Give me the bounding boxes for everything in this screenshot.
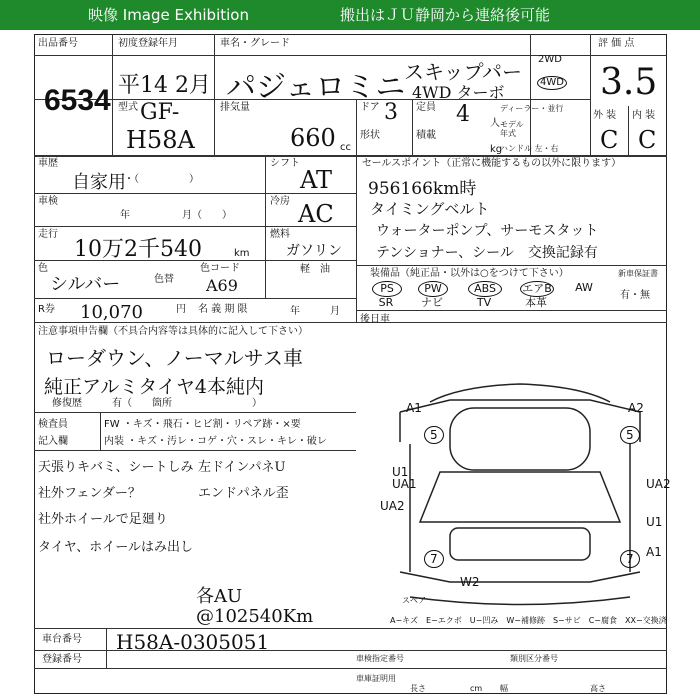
tire-rear-left: 7 <box>424 550 444 568</box>
fuel-label: 燃料 <box>270 229 290 240</box>
first-reg-label: 初度登録年月 <box>118 38 178 49</box>
equip-ps: PS <box>372 281 402 297</box>
note-4: エンドパネル歪 <box>198 486 289 501</box>
note-3: 社外フェンダー？ <box>38 486 141 501</box>
color-label: 色 <box>38 263 48 274</box>
sales-point-4: テンショナー、シール 交換記録有 <box>376 245 598 261</box>
inspector-line-1: FW ・キズ・飛石・ヒビ割・リペア跡・×要 <box>104 419 301 430</box>
first-reg-value: 平14 2月 <box>118 73 211 98</box>
interior-value: C <box>638 126 657 154</box>
inspector-line-2: 内装 ・キズ・汚レ・コゲ・穴・スレ・キレ・破レ <box>104 436 327 447</box>
model-name: パジェロミニ <box>226 70 406 105</box>
equip-aw: AW <box>575 281 593 294</box>
type-code: H58A <box>126 126 195 154</box>
shift-label: シフト <box>270 158 300 169</box>
note-6: タイヤ、ホイールはみ出し <box>38 540 193 555</box>
recycle-value: 10,070 <box>80 302 143 323</box>
color-value: シルバー <box>50 274 121 295</box>
height-label: 高さ <box>590 684 606 693</box>
remarks-line-2: 純正アルミタイヤ4本純内 <box>44 376 264 398</box>
note-1: 天張りキバミ、シートしみ <box>38 460 194 475</box>
displacement-label: 排気量 <box>220 102 250 113</box>
repair-value: 有（ 箇所 ） <box>112 398 262 409</box>
exterior-value: C <box>600 126 619 154</box>
spare-label: スペア <box>402 596 426 605</box>
drive-2wd: 2WD <box>538 54 562 65</box>
class-label: 類別区分番号 <box>510 654 558 663</box>
cm-unit: cm <box>470 684 483 693</box>
mileage-unit: km <box>234 248 250 259</box>
grade-line-2: 4WD ターボ <box>412 83 505 102</box>
lot-number: 6534 <box>44 84 111 117</box>
aircon-value: AC <box>298 200 334 228</box>
sales-point-3: ウォーターポンプ、サーモスタット <box>376 223 599 239</box>
recycle-unit: 円 <box>176 304 186 315</box>
aircon-label: 冷房 <box>270 196 290 207</box>
equip-pw: PW <box>418 281 448 297</box>
history-value: 自家用 <box>72 172 126 193</box>
back-label: 後日車 <box>360 314 390 325</box>
equip-sr: SR <box>378 296 394 309</box>
warranty-yesno: 有・無 <box>620 290 650 301</box>
fuel-other: 軽 油 <box>300 264 330 275</box>
type-prefix: GF- <box>140 100 180 125</box>
inspection-month: 月（ ） <box>182 210 232 221</box>
load-label: 積載 <box>416 130 436 141</box>
fuel-value: ガソリン <box>286 243 342 259</box>
drive-4wd: 4WD <box>537 76 567 90</box>
mileage-value: 10万2千540 <box>74 237 202 262</box>
specified-label: 車検指定番号 <box>356 654 404 663</box>
damage-a1-left: A1 <box>406 401 422 415</box>
banner <box>0 0 700 30</box>
damage-w2: W2 <box>460 575 480 589</box>
model-year-label: モデル年式 <box>500 120 524 138</box>
tire-front-left: 5 <box>424 426 444 444</box>
note-7: 各AU <box>196 586 243 607</box>
damage-a2: A2 <box>628 401 644 415</box>
damage-ua2-left: UA2 <box>380 499 405 513</box>
banner-note: 搬出はＪＵ静岡から連絡後可能 <box>340 6 551 24</box>
equip-airbag: エアB <box>520 281 554 297</box>
remarks-line-1: ローダウン、ノーマルサス車 <box>46 346 303 370</box>
sales-point-1: 956166km時 <box>368 179 477 199</box>
model-label: 車名・グレード <box>220 38 290 49</box>
interior-label: 内 装 <box>632 110 656 121</box>
sales-points-label: セールスポイント（正常に機能するもの以外に限ります） <box>362 158 622 169</box>
damage-a1-rear: A1 <box>646 545 662 559</box>
load-unit: kg <box>490 144 503 155</box>
handle-label: ハンドル 左・右 <box>500 144 559 153</box>
chassis-value: H58A-0305051 <box>116 630 270 654</box>
equip-navi: ナビ <box>421 296 443 309</box>
score-label: 評 価 点 <box>598 38 635 49</box>
garage-cert-label: 車庫証明用 <box>356 674 396 683</box>
entry-label: 記入欄 <box>38 436 68 447</box>
tire-front-right: 5 <box>620 426 640 444</box>
capacity-label: 定員 <box>416 102 436 113</box>
grade-line-1: スキップパー <box>404 60 522 84</box>
owner-label: 名 義 期 限 <box>198 304 248 315</box>
chassis-label: 車台番号 <box>42 634 82 645</box>
inspection-label: 車検 <box>38 196 58 207</box>
shape-label: 形状 <box>360 130 380 141</box>
owner-month: 月 <box>330 306 340 317</box>
damage-ua1: UA1 <box>392 477 417 491</box>
note-8: @102540Km <box>196 606 314 627</box>
car-diagram <box>380 372 670 612</box>
history-suffix: ・（ ） <box>124 174 199 185</box>
tire-rear-right: 7 <box>620 550 640 568</box>
color-code-value: A69 <box>206 276 238 295</box>
width-label: 幅 <box>500 684 508 693</box>
owner-year: 年 <box>290 306 300 317</box>
dealer-label: ディーラー・並行 <box>500 104 564 113</box>
damage-u1-right: U1 <box>646 515 663 529</box>
history-label: 車歴 <box>38 158 58 169</box>
sales-point-2: タイミングベルト <box>370 200 490 218</box>
color-swatch-label: 色替 <box>154 274 174 285</box>
note-2: 左ドインパネU <box>198 460 286 475</box>
score-value: 3.5 <box>600 62 658 103</box>
door-value: 3 <box>384 100 398 125</box>
damage-ua2-right: UA2 <box>646 477 671 491</box>
banner-title: 映像 Image Exhibition <box>88 6 249 24</box>
capacity-value: 4 <box>456 102 470 127</box>
reg-no-label: 登録番号 <box>42 654 82 665</box>
displacement-value: 660 <box>290 124 336 152</box>
recycle-label: R券 <box>38 304 55 315</box>
length-label: 長さ <box>410 684 426 693</box>
repair-label: 修復歴 <box>52 398 82 409</box>
remarks-label: 注意事項申告欄（不具合内容等は具体的に記入して下さい） <box>38 326 308 337</box>
equip-tv: TV <box>476 296 492 309</box>
shift-value: AT <box>300 166 333 194</box>
exterior-label: 外 装 <box>593 110 617 121</box>
color-code-label: 色コード <box>200 263 240 274</box>
mileage-label: 走行 <box>38 229 58 240</box>
new-warranty-label: 新車保証書 <box>618 269 658 278</box>
equip-leather: 本革 <box>525 296 547 309</box>
damage-u1-left: U1 <box>392 465 409 479</box>
inspection-year: 年 <box>120 210 130 221</box>
displacement-unit: cc <box>340 142 351 153</box>
door-label: ドア <box>360 102 380 113</box>
inspector-label: 検査員 <box>38 419 68 430</box>
lot-label: 出品番号 <box>38 38 78 49</box>
note-5: 社外ホイールで足廻り <box>38 512 168 527</box>
equip-abs: ABS <box>468 281 502 297</box>
equipment-label: 装備品（純正品・以外は○をつけて下さい） <box>370 268 569 279</box>
capacity-unit: 人 <box>490 118 500 129</box>
damage-legend: A−キズ E−エクボ U−凹み W−補修跡 S−サビ C−腐食 XX−交換済 <box>390 616 667 625</box>
type-label: 型式 <box>118 102 138 113</box>
